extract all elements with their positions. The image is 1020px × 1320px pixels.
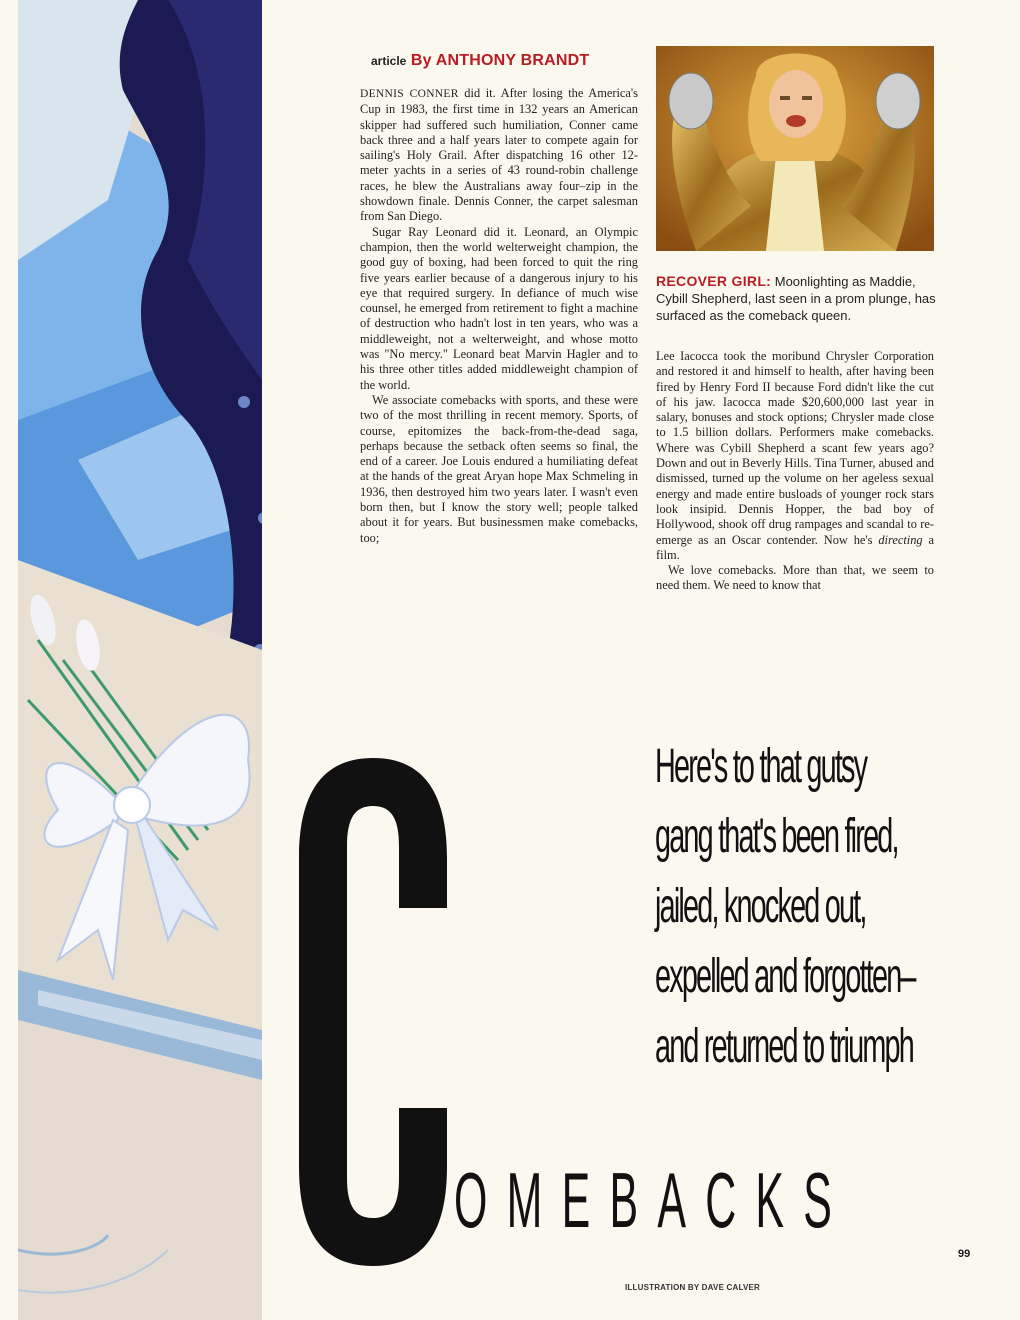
article-column-1	[360, 86, 638, 546]
deck-line: Here's to that gutsy	[655, 740, 867, 793]
article-title	[454, 1150, 954, 1250]
article-column-2	[656, 349, 934, 594]
paragraph: Sugar Ray Leonard did it. Leonard, an Olympic champion, then the world welterweight champion, the good guy of boxing, had been forced to quit the ring five years earlier because of a dangerous injury to his eye that required surgery. In defiance of much wise counsel, he emerged from retirement to fight a machine of destruction who hadn't lost in ten years, who was a middleweight, not a welterweight, and whose motto was "No mercy." Leonard beat Marvin Hagler and to his three other titles added middleweight champion of the world.	[360, 224, 638, 392]
paragraph	[656, 349, 934, 563]
photo-caption	[656, 273, 936, 324]
deck-line: gang that's been fired,	[655, 810, 898, 863]
photo-cybill-shepherd	[656, 46, 934, 251]
illustration-credit: ILLUSTRATION BY DAVE CALVER	[625, 1283, 761, 1292]
byline-author: By ANTHONY BRANDT	[410, 52, 590, 69]
title-rest: OMEBACKS	[454, 1156, 852, 1244]
deck-line: and returned to triumph	[655, 1020, 913, 1073]
paragraph: We love comebacks. More than that, we seem to need them. We need to know that	[656, 563, 934, 593]
cover-illustration	[18, 0, 262, 1320]
paragraph-text: Lee Iacocca took the moribund Chrysler Corporation and restored it and himself to health, after having been fired by Henry Ford II because Ford didn't like the cut of his jaw. Iacocca made $20,600,000 last year in salary, bonuses and stock options; Chrysler made close to 1.5 billion dollars. Performers make comebacks. Where was Cybill Shepherd a scant few years ago? Down and out in Beverly Hills. Tina Turner, abused and dismissed, turned up the volume on her ageless sexual energy and made entire busloads of younger rock stars look insipid. Dennis Hopper, the bad boy of Hollywood, shook off drug rampages and scandal to re-emerge as an Oscar contender. Now he's	[656, 349, 934, 547]
paragraph: We associate comebacks with sports, and these were two of the most thrilling in recent memory. Sports, of course, epitomizes the back-from-the-dead saga, perhaps because the setback often seems so final, the end of a career. Joe Louis endured a humiliating defeat at the hands of the great Aryan hope Max Schmeling in 1936, then destroyed him two years later. I wasn't even born then, but I know the story well; people talked about it for years. But businessmen make comebacks, too;	[360, 392, 638, 545]
byline-kicker: article	[371, 54, 407, 68]
caption-head: RECOVER GIRL:	[656, 273, 772, 289]
paragraph	[360, 86, 638, 225]
page-number: 99	[958, 1248, 971, 1260]
deck-line: jailed, knocked out,	[655, 880, 866, 933]
title-initial	[299, 758, 447, 1266]
emphasis: directing	[878, 532, 923, 547]
caption-text: Moonlighting as Maddie, Cybill Shepherd, last seen in a prom plunge, has surfaced as the comeback queen.	[656, 274, 936, 323]
byline	[371, 52, 641, 70]
paragraph-text: did it. After losing the America's Cup in 1983, the first time in 132 years an American skipper had suffered such humiliation, Conner came back three and a half years later to compete again for sailing's Holy Grail. After dispatching 16 other 12-meter yachts in a series of 43 round-robin challenge races, he blew the Australians away four–zip in the showdown finale. Dennis Conner, the carpet salesman from San Diego.	[360, 86, 638, 224]
paragraph-text: a film.	[656, 532, 934, 562]
headline-deck	[655, 732, 955, 1082]
deck-line: expelled and forgotten–	[655, 950, 915, 1003]
lead-in-caps: DENNIS CONNER	[360, 88, 459, 100]
